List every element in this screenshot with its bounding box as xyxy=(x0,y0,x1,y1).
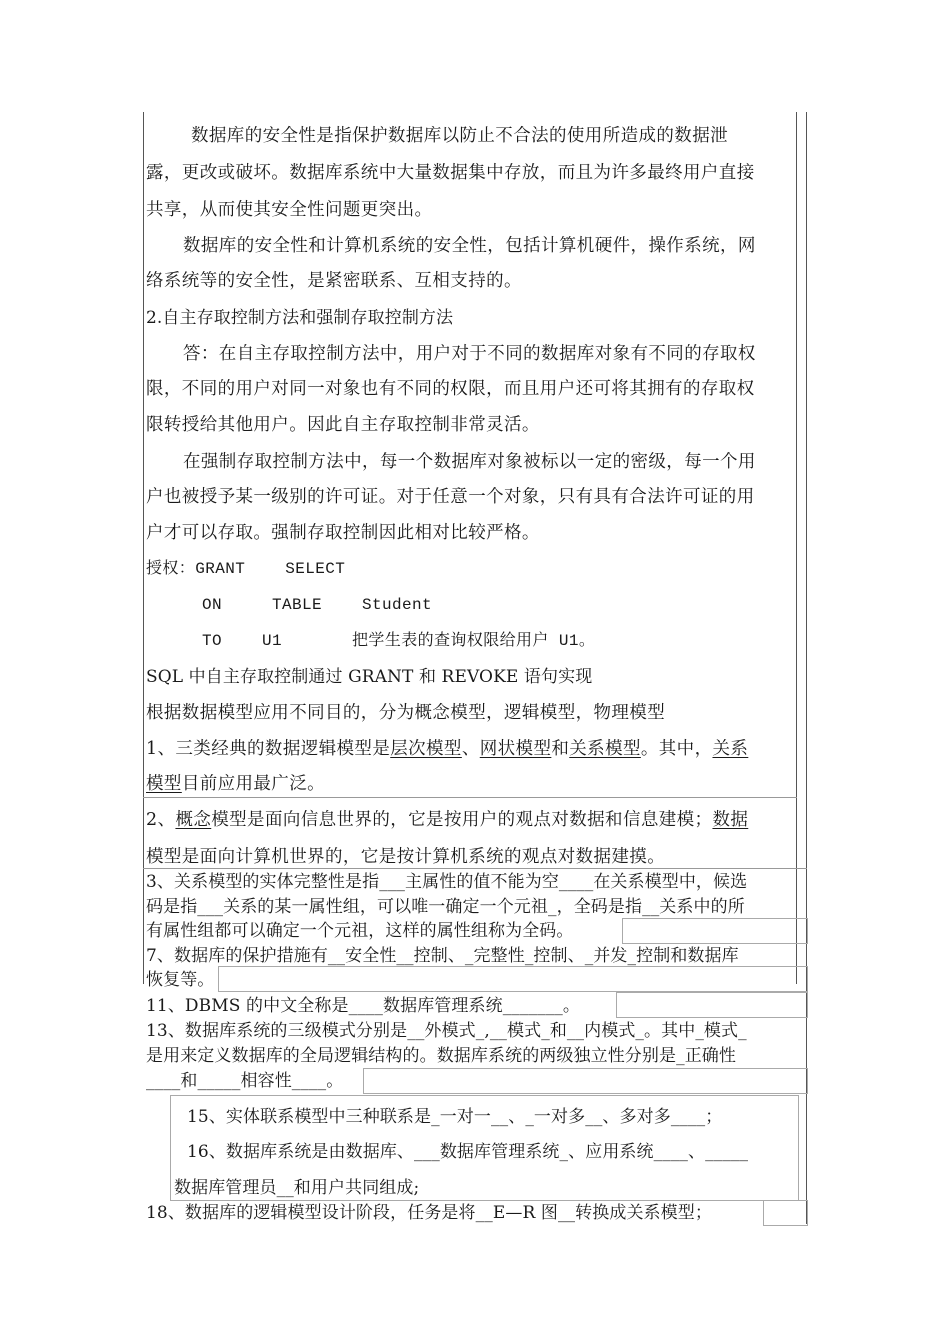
table-cell-box xyxy=(763,1200,808,1226)
table-cell-box xyxy=(622,918,808,944)
text-line: 共享，从而使其安全性问题更突出。 xyxy=(146,200,433,220)
question-11: 11、DBMS 的中文全称是____数据库管理系统_______。 xyxy=(146,996,581,1016)
question-1: 1、三类经典的数据逻辑模型是层次模型、网状模型和关系模型。其中，关系 xyxy=(146,739,749,759)
question-13-cont: 是用来定义数据库的全局逻辑结构的。数据库系统的两级独立性分别是_正确性 xyxy=(146,1046,736,1066)
table-cell-box xyxy=(363,1068,808,1094)
table-cell-box xyxy=(218,966,808,992)
code-line: 授权：GRANT SELECT xyxy=(146,560,346,578)
text-line: 根据数据模型应用不同目的，分为概念模型，逻辑模型，物理模型 xyxy=(146,703,666,723)
code-line: ON TABLE Student xyxy=(202,596,433,614)
question-16-cont: 数据库管理员__和用户共同组成; xyxy=(174,1178,420,1198)
question-7-cont: 恢复等。 xyxy=(146,970,215,990)
question-16: 16、数据库系统是由数据库、___数据库管理系统_、应用系统____、_____ xyxy=(187,1142,749,1162)
text-line: 数据库的安全性是指保护数据库以防止不合法的使用所造成的数据泄 xyxy=(191,126,728,146)
text-line: 络系统等的安全性，是紧密联系、互相支持的。 xyxy=(146,271,522,291)
question-3-cont: 码是指___关系的某一属性组，可以唯一确定一个元祖_，全码是指__关系中的所 xyxy=(146,897,745,917)
question-2-cont: 模型是面向计算机世界的，它是按计算机系统的观点对数据建摸。 xyxy=(146,847,666,867)
text-line: 数据库的安全性和计算机系统的安全性，包括计算机硬件，操作系统，网 xyxy=(183,236,756,256)
table-left-border xyxy=(143,112,144,984)
question-15: 15、实体联系模型中三种联系是_一对一__、_一对多__、多对多____； xyxy=(187,1107,723,1127)
question-3-cont: 有属性组都可以确定一个元祖，这样的属性组称为全码。 xyxy=(146,921,574,941)
question-13: 13、数据库系统的三级模式分别是__外模式_,__模式_和__内模式_。其中_模式_ xyxy=(146,1021,747,1041)
question-3: 3、关系模型的实体完整性是指___主属性的值不能为空____在关系模型中，候选 xyxy=(146,872,748,892)
table-cell-box xyxy=(616,992,808,1018)
text-line: 限，不同的用户对同一对象也有不同的权限，而且用户还可将其拥有的存取权 xyxy=(146,379,755,399)
question-18: 18、数据库的逻辑模型设计阶段，任务是将__E—R 图__转换成关系模型； xyxy=(146,1203,712,1223)
text-line: 户也被授予某一级别的许可证。对于任意一个对象，只有具有合法许可证的用 xyxy=(146,487,755,507)
text-line: SQL 中自主存取控制通过 GRANT 和 REVOKE 语句实现 xyxy=(146,667,593,687)
text-line: 限转授给其他用户。因此自主存取控制非常灵活。 xyxy=(146,415,540,435)
question-13-cont: ____和_____相容性____。 xyxy=(146,1071,344,1091)
section-heading: 2.自主存取控制方法和强制存取控制方法 xyxy=(146,308,454,328)
text-line: 户才可以存取。强制存取控制因此相对比较严格。 xyxy=(146,523,540,543)
text-line: 答：在自主存取控制方法中，用户对于不同的数据库对象有不同的存取权 xyxy=(183,344,756,364)
outer-right-border xyxy=(806,112,807,1224)
divider-q1 xyxy=(143,797,797,798)
question-7: 7、数据库的保护措施有__安全性__控制、_完整性_控制、_并发_控制和数据库 xyxy=(146,946,739,966)
question-1-cont: 模型目前应用最广泛。 xyxy=(146,774,326,794)
question-2: 2、概念模型是面向信息世界的，它是按用户的观点对数据和信息建模；数据 xyxy=(146,810,749,830)
text-line: 露，更改或破坏。数据库系统中大量数据集中存放，而且为许多最终用户直接 xyxy=(146,163,755,183)
text-line: 在强制存取控制方法中，每一个数据库对象被标以一定的密级，每一个用 xyxy=(183,452,756,472)
table-right-border xyxy=(796,112,797,984)
code-line: TO U1 把学生表的查询权限给用户 U1。 xyxy=(202,632,596,650)
